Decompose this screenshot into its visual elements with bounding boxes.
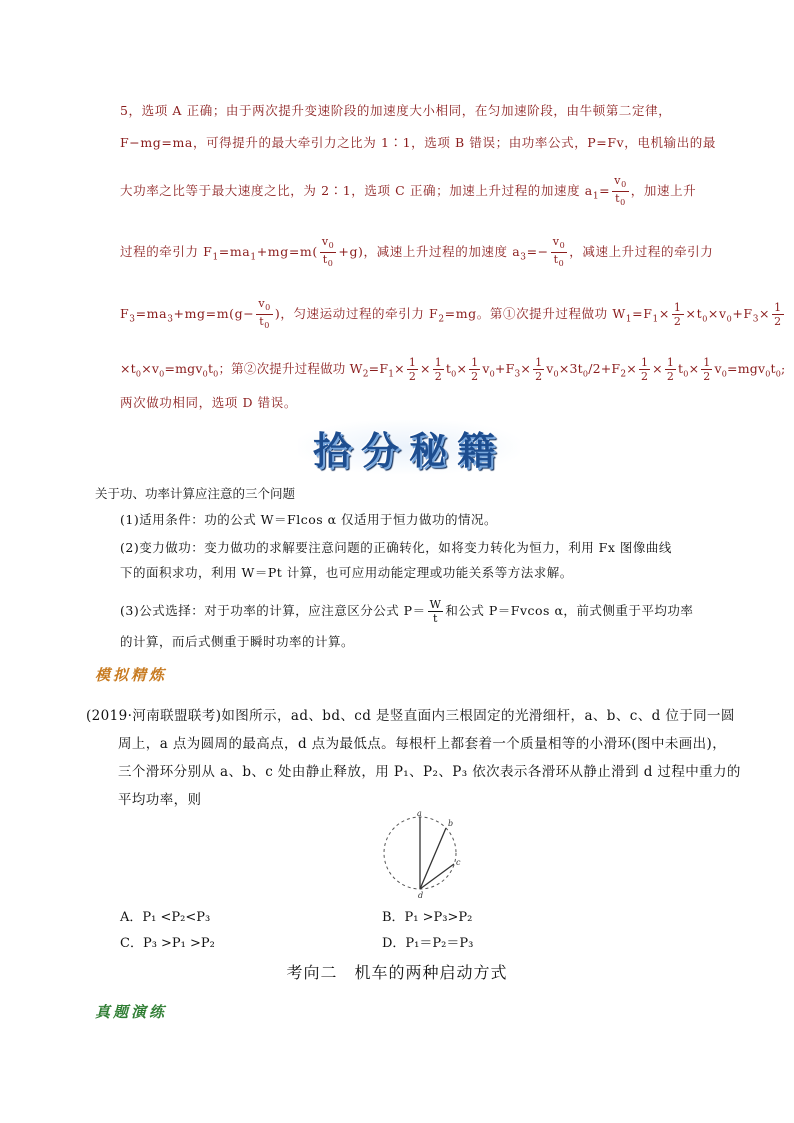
fraction-half: $\frac{1}{2}$ bbox=[703, 356, 711, 383]
fraction-half: $\frac{1}{2}$ bbox=[535, 356, 543, 383]
solution-line-6: $\times t_0\times v_0=mgv_0t_0$；第②次提升过程做功 $W_2=F_1\times$ $\frac{1}{2}$ × $\frac{1}{2}$ $t_0\times$ $\frac{1}{2}$ $v_0+F_3\times$ $\frac{1}{2}$ $v_0\times 3t_0/2+F_2\times$ $\frac{1}{2}$ × $\frac{1}{2}$ $t_0\times$ $\frac{1}{2}$ $v_0=mgv_0t_0$; bbox=[120, 356, 786, 383]
label-b: b bbox=[448, 819, 454, 828]
circle-figure bbox=[375, 808, 465, 898]
section-tag-practice: 模拟精炼 bbox=[95, 666, 168, 684]
solution-line-4: 过程的牵引力 $F_1=ma_1+mg=m$( $\frac{v_0}{t_0}$ +g)，减速上升过程的加速度 $a_3=-$ $\frac{v_0}{t_0}$ ，减速上升过程的牵引力 bbox=[120, 235, 714, 269]
fraction-half: $\frac{1}{2}$ bbox=[666, 356, 675, 383]
fraction-half: $\frac{1}{2}$ bbox=[640, 356, 649, 383]
fraction-half: $\frac{1}{2}$ bbox=[471, 356, 479, 383]
question-line-1: (2019·河南联盟联考)如图所示，ad、bd、cd 是竖直面内三根固定的光滑细杆，a、b、c、d 位于同一圆 bbox=[86, 708, 735, 724]
fraction: $\frac{v_0}{t_0}$ bbox=[321, 235, 335, 269]
option-b: B．P₁ >P₃>P₂ bbox=[382, 910, 473, 925]
option-a: A．P₁ <P₂<P₃ bbox=[120, 910, 211, 925]
section-heading: 考向二 机车的两种启动方式 bbox=[286, 963, 508, 982]
fraction-half: $\frac{1}{2}$ bbox=[408, 356, 417, 383]
question-line-3: 三个滑环分别从 a、b、c 处由静止释放，用 P₁、P₂、P₃ 依次表示各滑环从静止滑到 d 过程中重力的 bbox=[118, 764, 741, 780]
tip-2a: (2)变力做功：变力做功的求解要注意问题的正确转化，如将变力转化为恒力，利用 Fx 图像曲线 bbox=[120, 540, 672, 555]
solution-line-5: $F_3=ma_3+mg=m(g-$ $\frac{v_0}{t_0}$ )，匀速运动过程的牵引力 $F_2=mg$。第①次提升过程做功 $W_1=F_1\times$ $\frac{1}{2}$ $\times t_0\times v_0+F_3\times$ $\frac{1}{2}$ bbox=[120, 297, 782, 331]
label-a: a bbox=[417, 809, 422, 818]
option-c: C．P₃ >P₁ >P₂ bbox=[120, 936, 215, 951]
banner-title: 拾分秘籍 bbox=[298, 420, 520, 474]
option-d: D．P₁＝P₂＝P₃ bbox=[382, 936, 474, 951]
fraction-half: $\frac{1}{2}$ bbox=[774, 301, 782, 329]
tip-3b: 的计算，而后式侧重于瞬时功率的计算。 bbox=[120, 634, 355, 649]
fraction: $\frac{v_0}{t_0}$ bbox=[614, 174, 627, 208]
tip-2b: 下的面积求功，利用 W＝Pt 计算，也可应用动能定理或功能关系等方法求解。 bbox=[120, 565, 573, 580]
label-c: c bbox=[456, 858, 461, 867]
fraction-half: $\frac{1}{2}$ bbox=[434, 356, 442, 383]
tips-title: 关于功、功率计算应注意的三个问题 bbox=[95, 486, 296, 501]
fraction: $\frac{v_0}{t_0}$ bbox=[552, 235, 566, 269]
fraction: $\frac{W}{t}$ bbox=[429, 598, 442, 625]
solution-line-2: F−mg=ma，可得提升的最大牵引力之比为 1∶1，选项 B 错误；由功率公式，P=Fv，电机输出的最 bbox=[120, 135, 717, 150]
solution-line-7: 两次做功相同，选项 D 错误。 bbox=[120, 395, 297, 410]
tip-3a: (3)公式选择：对于功率的计算，应注意区分公式 P＝ $\frac{W}{t}$ 和公式 P＝Fvcos α，前式侧重于平均功率 bbox=[120, 598, 694, 625]
question-line-2: 周上，a 点为圆周的最高点，d 点为最低点。每根杆上都套着一个质量相等的小滑环(图中未画出)， bbox=[118, 736, 727, 752]
solution-line-3: 大功率之比等于最大速度之比，为 2∶1，选项 C 正确；加速上升过程的加速度 $a_1=$ $\frac{v_0}{t_0}$ ，加速上升 bbox=[120, 174, 697, 208]
fraction: $\frac{v_0}{t_0}$ bbox=[258, 297, 271, 331]
fraction-half: $\frac{1}{2}$ bbox=[673, 301, 682, 329]
label-d: d bbox=[418, 891, 424, 898]
tip-1: (1)适用条件：功的公式 W＝Flcos α 仅适用于恒力做功的情况。 bbox=[120, 512, 498, 527]
solution-line-1: 5，选项 A 正确；由于两次提升变速阶段的加速度大小相同，在匀加速阶段，由牛顿第二定律， bbox=[120, 103, 672, 118]
question-line-4: 平均功率，则 bbox=[118, 792, 202, 808]
section-tag-real-exam: 真题演练 bbox=[95, 1003, 168, 1021]
